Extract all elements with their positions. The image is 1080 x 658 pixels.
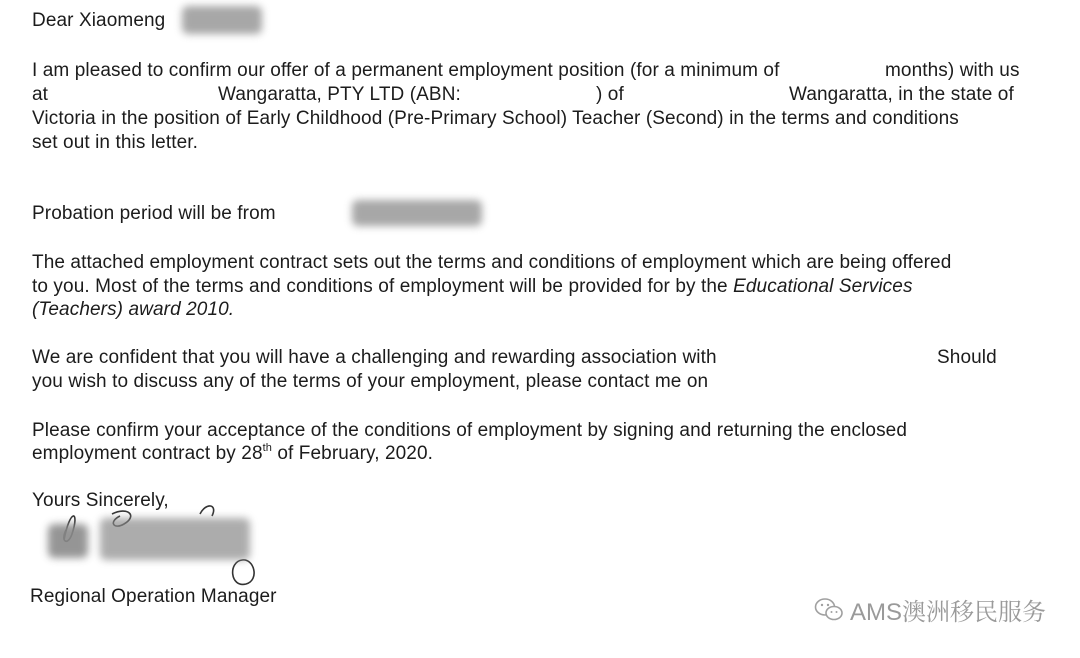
para1-line3-text: Victoria in the position of Early Childhood (Pre-Primary School) Teacher (Second) in the terms and conditions bbox=[32, 108, 959, 129]
para4-line1-text: Please confirm your acceptance of the conditions of employment by signing and returning the enclosed bbox=[32, 420, 908, 441]
para4-line2 bbox=[32, 443, 433, 465]
probation-text: Probation period will be from bbox=[32, 203, 276, 224]
para3-line1-end bbox=[937, 347, 997, 369]
para3-line1-text: We are confident that you will have a challenging and rewarding association with bbox=[32, 347, 717, 368]
para2-line1-text: The attached employment contract sets out the terms and conditions of employment which are being offered bbox=[32, 252, 952, 273]
para1-line2-of-text: ) of bbox=[596, 84, 624, 105]
para2-line3-text: (Teachers) award 2010. bbox=[32, 299, 235, 320]
wechat-icon bbox=[814, 597, 844, 623]
para1-line1-text: I am pleased to confirm our offer of a permanent employment position (for a minimum of bbox=[32, 60, 780, 81]
para4-line2-text: employment contract by 28 bbox=[32, 443, 263, 464]
para4-line2-date: of February, 2020. bbox=[272, 443, 434, 464]
watermark bbox=[814, 592, 1046, 627]
signatory-title-text: Regional Operation Manager bbox=[30, 586, 277, 607]
greeting-text: Dear Xiaomeng bbox=[32, 10, 166, 31]
para1-line1-end bbox=[885, 60, 1020, 82]
para1-line3 bbox=[32, 108, 959, 130]
award-name: Educational Services bbox=[733, 276, 913, 297]
ordinal-suffix: th bbox=[262, 442, 272, 454]
para3-should: Should bbox=[937, 347, 997, 368]
para1-line2-company-text: Wangaratta, PTY LTD (ABN: bbox=[218, 84, 461, 105]
para1-line2-at: at bbox=[32, 84, 49, 105]
redacted-signatory-2 bbox=[100, 518, 250, 560]
para1-line2-of bbox=[596, 84, 624, 106]
greeting bbox=[32, 10, 165, 32]
para3-line1 bbox=[32, 347, 717, 369]
para3-line2-text: you wish to discuss any of the terms of your employment, please contact me on bbox=[32, 371, 709, 392]
para2-line2-text: to you. Most of the terms and conditions of employment will be provided for by the bbox=[32, 276, 728, 297]
para1-line2-company bbox=[218, 84, 461, 106]
para1-line4 bbox=[32, 132, 198, 154]
para1-line2-state-text: Wangaratta, in the state of bbox=[789, 84, 1014, 105]
para1-line1 bbox=[32, 60, 779, 82]
para4-line1 bbox=[32, 420, 907, 442]
para2-line1 bbox=[32, 252, 951, 274]
para1-line2-start bbox=[32, 84, 48, 106]
closing-text: Yours Sincerely, bbox=[32, 490, 169, 511]
para1-line1-end-text: months) with us bbox=[885, 60, 1020, 81]
para2-line2 bbox=[32, 276, 913, 298]
signatory-title bbox=[30, 586, 277, 608]
watermark-text: AMS澳洲移民服务 bbox=[849, 599, 1046, 626]
para3-line2 bbox=[32, 371, 708, 393]
para1-line2-state bbox=[789, 84, 1014, 106]
redacted-signatory-1 bbox=[48, 524, 88, 558]
para1-line4-text: set out in this letter. bbox=[32, 132, 198, 153]
redacted-surname bbox=[182, 6, 262, 34]
para2-line3 bbox=[32, 299, 234, 321]
redacted-probation-date bbox=[352, 200, 482, 226]
probation-line bbox=[32, 203, 276, 225]
